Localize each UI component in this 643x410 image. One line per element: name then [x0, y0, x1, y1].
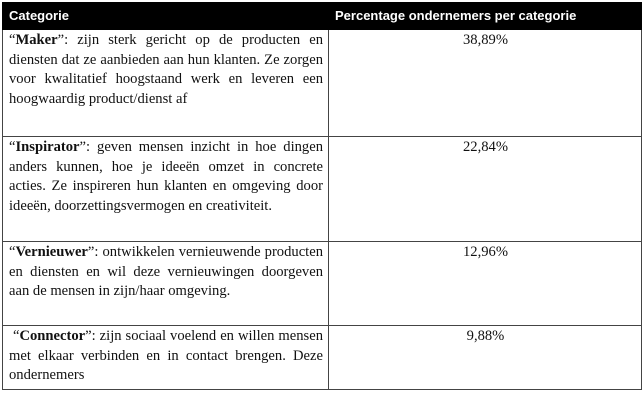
category-name: Connector	[19, 328, 86, 344]
table-row	[3, 242, 642, 326]
category-name: Inspirator	[15, 139, 80, 155]
category-description	[3, 326, 329, 390]
category-table	[2, 2, 642, 390]
quote-open: “	[9, 244, 16, 260]
quote-open: “	[9, 328, 20, 344]
table-header-row	[3, 3, 642, 30]
category-description	[3, 137, 329, 242]
category-text: : ontwikkelen vernieuwende producten en diensten en wil deze vernieuwingen doorgeven aan de mensen in zijn/haar omgeving.	[9, 244, 323, 299]
category-percentage: 22,84%	[329, 137, 642, 242]
table-row	[3, 30, 642, 137]
category-text: : geven mensen inzicht in hoe dingen anders kunnen, hoe je ideeën omzet in concrete acties. Ze inspireren hun klanten en omgeving door ideeën, doorzettingsvermogen en creativiteit.	[9, 139, 323, 214]
category-text: : zijn sociaal voelend en willen mensen met elkaar verbinden en in contact brengen. Deze ondernemers	[9, 328, 323, 383]
table-row	[3, 326, 642, 390]
category-name: Maker	[15, 32, 58, 48]
category-description	[3, 30, 329, 137]
category-percentage: 38,89%	[329, 30, 642, 137]
quote-close: ”	[57, 32, 65, 48]
quote-open: “	[9, 139, 16, 155]
header-categorie: Categorie	[3, 3, 329, 30]
quote-close: ”	[85, 328, 92, 344]
header-percentage: Percentage ondernemers per categorie	[329, 3, 642, 30]
quote-close: ”	[87, 244, 95, 260]
category-text: : zijn sterk gericht op de producten en diensten dat ze aanbieden aan hun klanten. Ze zorgen voor kwalitatief hoogstaand werk en leveren een hoogwaardig product/dienst af	[9, 32, 323, 107]
category-percentage: 12,96%	[329, 242, 642, 326]
category-name: Vernieuwer	[15, 244, 88, 260]
category-percentage: 9,88%	[329, 326, 642, 390]
table-row	[3, 137, 642, 242]
category-description	[3, 242, 329, 326]
quote-open: “	[9, 32, 16, 48]
quote-close: ”	[79, 139, 87, 155]
